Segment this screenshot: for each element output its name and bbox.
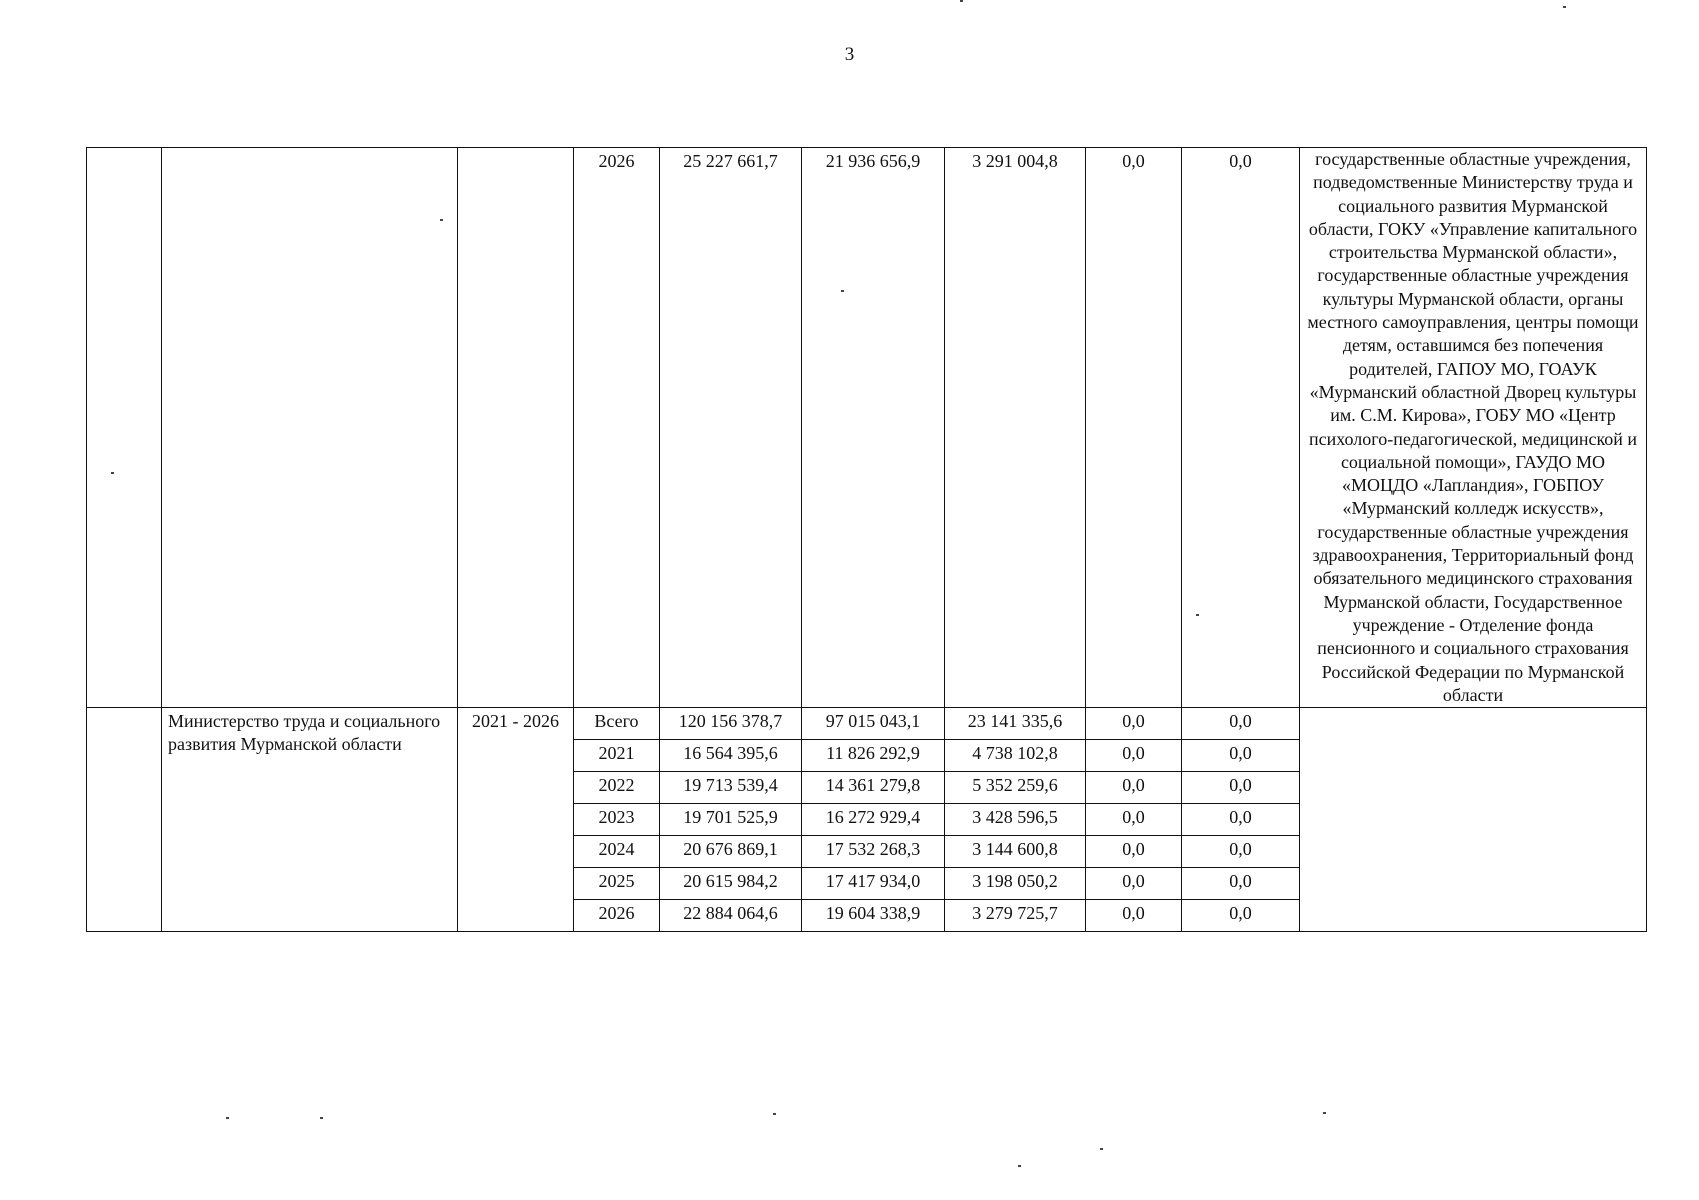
table-row-ministry-total — [87, 708, 1647, 740]
year-cell: 2024 — [574, 836, 660, 868]
scan-speck — [1563, 6, 1566, 8]
local-budget-cell: 0,0 — [1086, 148, 1182, 708]
other-sources-cell: 0,0 — [1182, 740, 1300, 772]
total-cell: 25 227 661,7 — [660, 148, 802, 708]
index-cell — [87, 708, 162, 932]
table-row-top — [87, 148, 1647, 708]
page-number: 3 — [844, 44, 855, 65]
local-budget-cell: 0,0 — [1086, 836, 1182, 868]
local-budget-cell: 0,0 — [1086, 708, 1182, 740]
federal-budget-cell: 3 279 725,7 — [945, 900, 1086, 932]
financing-table — [86, 147, 1647, 932]
period-cell — [458, 148, 574, 708]
ministry-name-cell: Министерство труда и социального развития Мурманской области — [162, 708, 458, 932]
regional-budget-cell: 17 532 268,3 — [802, 836, 945, 868]
local-budget-cell: 0,0 — [1086, 772, 1182, 804]
other-sources-cell: 0,0 — [1182, 836, 1300, 868]
ministry-executors-cell — [1300, 708, 1647, 932]
federal-budget-cell: 3 428 596,5 — [945, 804, 1086, 836]
regional-budget-cell: 14 361 279,8 — [802, 772, 945, 804]
year-cell: 2022 — [574, 772, 660, 804]
total-cell: 120 156 378,7 — [660, 708, 802, 740]
other-sources-cell: 0,0 — [1182, 772, 1300, 804]
other-sources-cell: 0,0 — [1182, 148, 1300, 708]
index-cell — [87, 148, 162, 708]
year-cell: 2025 — [574, 868, 660, 900]
scan-speck — [841, 290, 844, 292]
year-cell: Всего — [574, 708, 660, 740]
scan-speck — [226, 1117, 229, 1119]
scan-speck — [111, 472, 114, 474]
scan-speck — [1196, 614, 1199, 616]
other-sources-cell: 0,0 — [1182, 868, 1300, 900]
federal-budget-cell: 3 144 600,8 — [945, 836, 1086, 868]
local-budget-cell: 0,0 — [1086, 868, 1182, 900]
regional-budget-cell: 19 604 338,9 — [802, 900, 945, 932]
local-budget-cell: 0,0 — [1086, 900, 1182, 932]
year-cell: 2026 — [574, 900, 660, 932]
name-cell — [162, 148, 458, 708]
federal-budget-cell: 5 352 259,6 — [945, 772, 1086, 804]
scan-speck — [1018, 1165, 1021, 1167]
regional-budget-cell: 16 272 929,4 — [802, 804, 945, 836]
regional-budget-cell: 11 826 292,9 — [802, 740, 945, 772]
year-cell: 2021 — [574, 740, 660, 772]
federal-budget-cell: 3 291 004,8 — [945, 148, 1086, 708]
executors-cell: государственные областные учреждения, подведомственные Министерству труда и социального развития Мурманской области, ГОКУ «Управление капитального строительства Мурманской области», государственные областные учреждения культуры Мурманской области, органы местного самоуправления, центры помощи детям, оставшимся без попечения родителей, ГАПОУ МО, ГОАУК «Мурманский областной Дворец культуры им. С.М. Кирова», ГОБУ МО «Центр психолого-педагогической, медицинской и социальной помощи», ГАУДО МО «МОЦДО «Лапландия», ГОБПОУ «Мурманский колледж искусств», государственные областные учреждения здравоохранения, Территориальный фонд обязательного медицинского страхования Мурманской области, Государственное учреждение - Отделение фонда пенсионного и социального страхования Российской Федерации по Мурманской области — [1300, 148, 1647, 708]
year-cell: 2023 — [574, 804, 660, 836]
regional-budget-cell: 97 015 043,1 — [802, 708, 945, 740]
total-cell: 20 615 984,2 — [660, 868, 802, 900]
other-sources-cell: 0,0 — [1182, 804, 1300, 836]
federal-budget-cell: 4 738 102,8 — [945, 740, 1086, 772]
ministry-period-cell: 2021 - 2026 — [458, 708, 574, 932]
regional-budget-cell: 17 417 934,0 — [802, 868, 945, 900]
federal-budget-cell: 3 198 050,2 — [945, 868, 1086, 900]
other-sources-cell: 0,0 — [1182, 708, 1300, 740]
scan-speck — [960, 0, 963, 2]
scan-speck — [440, 219, 443, 221]
total-cell: 19 701 525,9 — [660, 804, 802, 836]
other-sources-cell: 0,0 — [1182, 900, 1300, 932]
scan-speck — [773, 1113, 776, 1115]
scan-speck — [320, 1117, 323, 1119]
total-cell: 20 676 869,1 — [660, 836, 802, 868]
total-cell: 22 884 064,6 — [660, 900, 802, 932]
regional-budget-cell: 21 936 656,9 — [802, 148, 945, 708]
year-cell: 2026 — [574, 148, 660, 708]
scan-speck — [1100, 1148, 1103, 1150]
local-budget-cell: 0,0 — [1086, 740, 1182, 772]
local-budget-cell: 0,0 — [1086, 804, 1182, 836]
total-cell: 19 713 539,4 — [660, 772, 802, 804]
federal-budget-cell: 23 141 335,6 — [945, 708, 1086, 740]
scan-speck — [1323, 1112, 1326, 1114]
total-cell: 16 564 395,6 — [660, 740, 802, 772]
